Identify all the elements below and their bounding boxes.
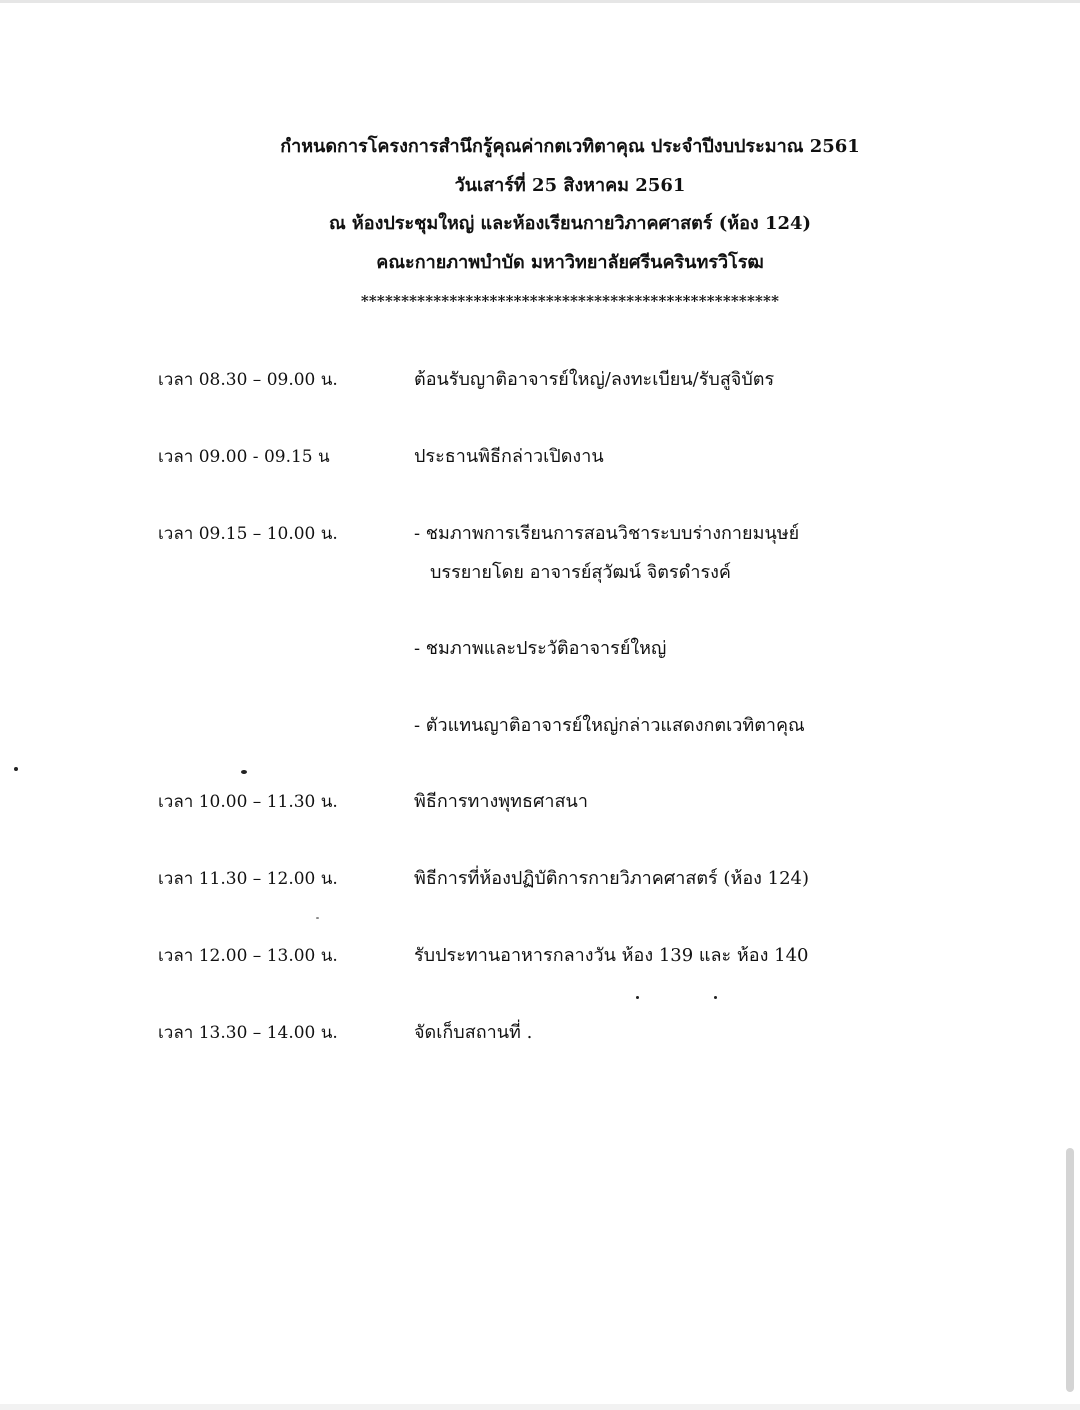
header-venue: ณ ห้องประชุมใหญ่ และห้องเรียนกายวิภาคศาสตร์ (ห้อง 124) — [328, 213, 812, 234]
schedule-time: เวลา 09.00 - 09.15 น — [158, 447, 330, 467]
schedule-activity: พิธีการที่ห้องปฏิบัติการกายวิภาคศาสตร์ (ห้อง 124) — [414, 868, 810, 889]
schedule-activity-continuation: บรรยายโดย อาจารย์สุวัฒน์ จิตรดำรงค์ — [430, 562, 731, 583]
header-organization: คณะกายภาพบำบัด มหาวิทยาลัยศรีนครินทรวิโรฒ — [376, 251, 764, 273]
page-bottom-edge — [0, 1404, 1080, 1410]
scrollbar[interactable] — [1066, 0, 1080, 1410]
schedule-activity: - ชมภาพและประวัติอาจารย์ใหญ่ — [414, 638, 667, 659]
schedule-time: เวลา 11.30 – 12.00 น. — [158, 869, 338, 889]
schedule-time: เวลา 12.00 – 13.00 น. — [158, 946, 338, 966]
scan-speck — [636, 996, 639, 999]
schedule-activity: รับประทานอาหารกลางวัน ห้อง 139 และ ห้อง 140 — [414, 945, 809, 966]
schedule-activity: - ชมภาพการเรียนการสอนวิชาระบบร่างกายมนุษย์ — [414, 523, 800, 544]
scrollbar-thumb[interactable] — [1066, 1148, 1074, 1392]
scan-speck — [14, 767, 18, 771]
header-date: วันเสาร์ที่ 25 สิงหาคม 2561 — [454, 174, 686, 196]
schedule-time: เวลา 10.00 – 11.30 น. — [158, 792, 338, 812]
schedule-activity: พิธีการทางพุทธศาสนา — [414, 791, 588, 812]
scan-speck — [714, 996, 717, 999]
schedule-activity: ประธานพิธีกล่าวเปิดงาน — [414, 446, 604, 467]
header-asterisk-rule: **************************************************** — [360, 292, 780, 310]
schedule-time: เวลา 08.30 – 09.00 น. — [158, 370, 338, 390]
schedule-activity: - ตัวแทนญาติอาจารย์ใหญ่กล่าวแสดงกตเวทิตาคุณ — [414, 715, 805, 736]
schedule-activity: ต้อนรับญาติอาจารย์ใหญ่/ลงทะเบียน/รับสูจิบัตร — [414, 369, 775, 390]
schedule-activity: จัดเก็บสถานที่ . — [414, 1022, 533, 1043]
schedule-time: เวลา 13.30 – 14.00 น. — [158, 1023, 338, 1043]
header-title: กำหนดการโครงการสำนึกรู้คุณค่ากตเวทิตาคุณ ประจำปีงบประมาณ 2561 — [280, 136, 860, 157]
schedule-time: เวลา 09.15 – 10.00 น. — [158, 524, 338, 544]
scan-speck — [316, 917, 319, 919]
scan-speck — [241, 770, 247, 774]
